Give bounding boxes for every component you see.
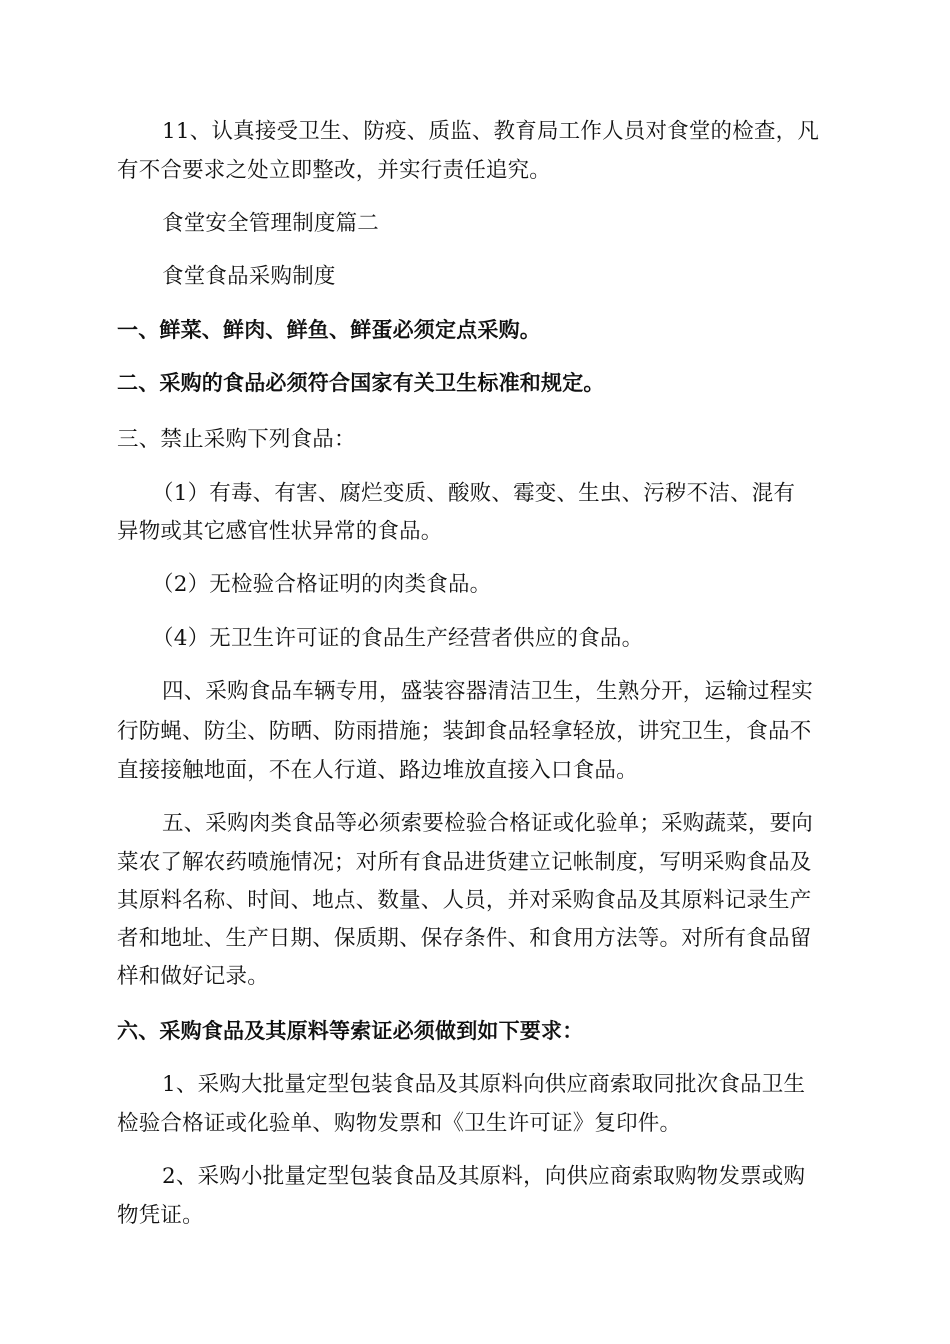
section-subheading: 食堂食品采购制度 — [162, 264, 336, 289]
rule-4-line-1: 四、采购食品车辆专用，盛装容器清洁卫生，生熟分开，运输过程实 — [162, 679, 814, 704]
rule-5-line-5: 样和做好记录。 — [117, 964, 269, 989]
rule-3-item-1-line-2: 异物或其它感官性状异常的食品。 — [117, 519, 443, 544]
rule-3-item-1-line-1: （1）有毒、有害、腐烂变质、酸败、霉变、生虫、污秽不洁、混有 — [152, 481, 796, 506]
rule-2: 二、采购的食品必须符合国家有关卫生标准和规定。 — [117, 371, 605, 395]
paragraph-11-line-2: 有不合要求之处立即整改，并实行责任追究。 — [117, 158, 552, 183]
rule-1: 一、鲜菜、鲜肉、鲜鱼、鲜蛋必须定点采购。 — [117, 318, 541, 342]
rule-5-line-1: 五、采购肉类食品等必须索要检验合格证或化验单；采购蔬菜，要向 — [162, 811, 814, 836]
rule-6-item-1-line-2: 检验合格证或化验单、购物发票和《卫生许可证》复印件。 — [117, 1111, 682, 1136]
paragraph-11-line-1: 11、认真接受卫生、防疫、质监、教育局工作人员对食堂的检查，凡 — [162, 119, 820, 144]
rule-5-line-2: 菜农了解农药喷施情况；对所有食品进货建立记帐制度，写明采购食品及 — [117, 850, 812, 875]
rule-4-line-3: 直接接触地面，不在人行道、路边堆放直接入口食品。 — [117, 758, 638, 783]
section-heading: 食堂安全管理制度篇二 — [162, 211, 380, 236]
rule-6-item-1-line-1: 1、采购大批量定型包装食品及其原料向供应商索取同批次食品卫生 — [162, 1072, 806, 1097]
rule-6-item-2-line-2: 物凭证。 — [117, 1203, 204, 1228]
rule-6-item-2-line-1: 2、采购小批量定型包装食品及其原料，向供应商索取购物发票或购 — [162, 1164, 806, 1189]
rule-4-line-2: 行防蝇、防尘、防晒、防雨措施；装卸食品轻拿轻放，讲究卫生，食品不 — [117, 719, 812, 744]
rule-5-line-3: 其原料名称、时间、地点、数量、人员，并对采购食品及其原料记录生产 — [117, 888, 812, 913]
rule-6: 六、采购食品及其原料等索证必须做到如下要求： — [117, 1019, 584, 1043]
rule-5-line-4: 者和地址、生产日期、保质期、保存条件、和食用方法等。对所有食品留 — [117, 926, 812, 951]
rule-3-item-2: （2）无检验合格证明的肉类食品。 — [152, 572, 492, 597]
rule-3-item-4: （4）无卫生许可证的食品生产经营者供应的食品。 — [152, 626, 644, 651]
rule-3: 三、禁止采购下列食品： — [117, 427, 356, 452]
